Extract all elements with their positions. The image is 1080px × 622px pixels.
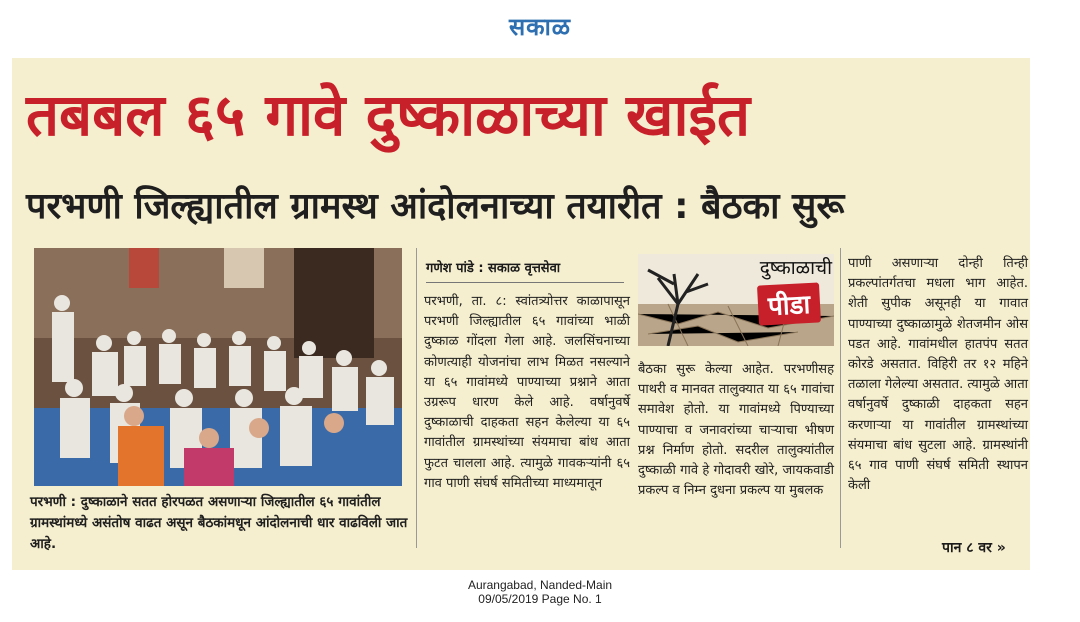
date-page-label: 09/05/2019 Page No. 1 <box>478 592 602 606</box>
article-column-3: पाणी असणाऱ्या दोन्ही तिन्ही प्रकल्पांतर्गतचा मधला भाग आहेत. शेती सुपीक असूनही या गावात पाण्याच्या दुष्काळामुळे शेतजमीन ओस पडत आहे. गावांमधील हातपंप सतत कोरडे असतात. विहिरी तर १२ महिने तळाला गेलेल्या असतात. त्यामुळे आता वर्षानुवर्षे दुष्काळी दाहकता सहन करणाऱ्या या गावांतील ग्रामस्थांच्या संयमाचा बांध सुटला आहे. ग्रामस्थांनी ६५ गाव पाणी संघर्ष समिती स्थापन केली <box>848 256 1028 494</box>
column-divider <box>416 248 417 548</box>
meeting-photo <box>34 248 402 486</box>
article-column-2: बैठका सुरू केल्या आहेत. परभणीसह पाथरी व मानवत तालुक्यात या ६५ गावांचा समावेश होतो. या गावांमध्ये पिण्याच्या पाण्याचा व जनावरांच्या चाऱ्याचा भीषण प्रश्न निर्माण होतो. सदरील तालुक्यांतील दुष्काळी गावे हे गोदावरी खोरे, जायकवाडी प्रकल्प व निम्न दुधना प्रकल्प या मुबलक <box>638 362 834 499</box>
logo-badge: पीडा <box>757 282 821 325</box>
article-column-1: परभणी, ता. ८: स्वांतत्र्योत्तर काळापासून परभणी जिल्ह्यातील ६५ गावांच्या भाळी दुष्काळ गोंदला गेला आहे. जलसिंचनाच्या कोणत्याही योजनांचा लाभ मिळत नसल्याने या ६५ गावांमध्ये पाण्याच्या प्रश्नाने आता उग्ररूप धारण केले आहे. वर्षानुवर्षे दुष्काळाची दाहकता सहन केलेल्या या ६५ गावांतील ग्रामस्थांच्या संयमाचा बांध आता फुटत चालला आहे. त्यामुळे गावकऱ्यांनी ६५ गाव पाणी संघर्ष समितीच्या माध्यमातून <box>424 294 630 491</box>
news-clipping <box>12 58 1030 570</box>
byline: गणेश पांडे : सकाळ वृत्तसेवा <box>426 258 624 283</box>
page-footer <box>0 578 1080 606</box>
drought-series-logo <box>638 254 834 346</box>
headline: तबबल ६५ गावे दुष्काळाच्या खाईत <box>26 81 751 149</box>
subheadline: परभणी जिल्ह्यातील ग्रामस्थ आंदोलनाच्या तयारीत : बैठका सुरू <box>26 186 845 227</box>
column-divider <box>840 248 841 548</box>
masthead-logo: सकाळ <box>508 13 572 41</box>
edition-label: Aurangabad, Nanded-Main <box>467 578 613 592</box>
continued-on-page: पान ८ वर » <box>942 540 1006 556</box>
photo-caption: परभणी : दुष्काळाने सतत होरपळत असणाऱ्या जिल्ह्यातील ६५ गावांतील ग्रामस्थांमध्ये असंतोष वाढत असून बैठकांमधून आंदोलनाची धार वाढविली जात आहे. <box>30 494 408 552</box>
logo-word: दुष्काळाची <box>759 257 832 279</box>
